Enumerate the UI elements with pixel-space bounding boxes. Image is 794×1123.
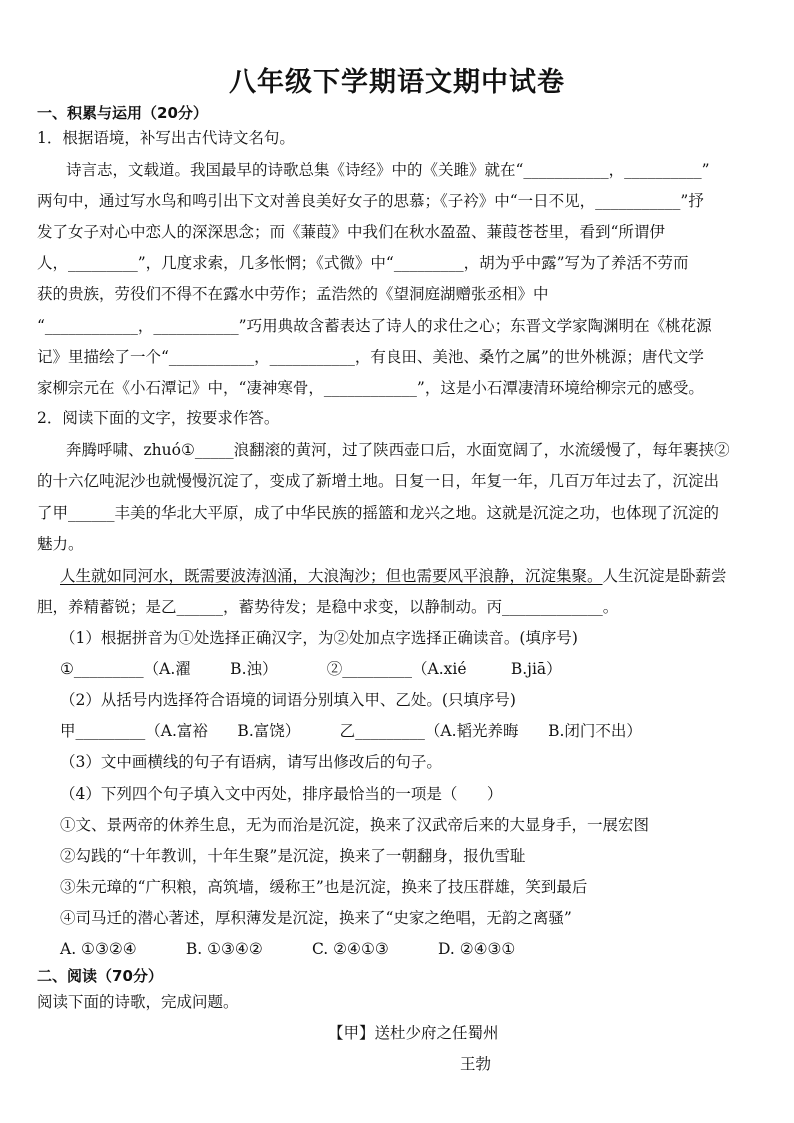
q1-paragraph-line: 诗言志，文载道。我国最早的诗歌总集《诗经》中的《关雎》就在“___________，__________” bbox=[66, 161, 710, 179]
q1-paragraph-line: “____________，___________”巧用典故含蓄表达了诗人的求仕之心；东晋文学家陶渊明在《桃花源 bbox=[37, 317, 712, 335]
q1-paragraph-line: 获的贵族，劳役们不得不在露水中劳作；孟浩然的《望洞庭湖赠张丞相》中 bbox=[37, 285, 549, 303]
question-2-stem: 2．阅读下面的文字，按要求作答。 bbox=[37, 409, 280, 427]
q2-paragraph-line: 的十六亿吨泥沙也就慢慢沉淀了，变成了新增土地。日复一日，年复一年，几百万年过去了，沉淀出 bbox=[37, 472, 720, 490]
sentence-item: ①文、景两帝的休养生息，无为而治是沉淀，换来了汉武帝后来的大显身手，一展宏图 bbox=[60, 816, 650, 834]
q1-paragraph-line: 人，_________”，几度求索，几多怅惘；《式微》中“_________，胡为乎中露”写为了养活不劳而 bbox=[37, 254, 689, 272]
subquestion-2-options: 甲_________（A.富裕 B.富饶） 乙_________（A.韬光养晦 B.闭门不出） bbox=[60, 722, 642, 740]
section-heading-reading: 二、阅读（70分） bbox=[37, 967, 163, 985]
q1-paragraph-line: 发了女子对心中恋人的深深思念；而《蒹葭》中我们在秋水盈盈、蒹葭苍苍里，看到“所谓伊 bbox=[37, 223, 665, 241]
poem-title: 【甲】送杜少府之任蜀州 bbox=[328, 1024, 499, 1042]
poem-author: 王勃 bbox=[460, 1055, 492, 1073]
sentence-item: ④司马迁的潜心著述，厚积薄发是沉淀，换来了“史家之绝唱，无韵之离骚” bbox=[60, 909, 572, 927]
paragraph-text: 人生沉淀是卧薪尝 bbox=[602, 567, 727, 585]
subquestion-1-options: ①_________（A.濯 B.浊） ②_________（A.xié B.jiā） bbox=[60, 660, 562, 678]
subquestion-1: （1）根据拼音为①处选择正确汉字，为②处加点字选择正确读音。(填序号) bbox=[60, 629, 578, 647]
subquestion-2: （2）从括号内选择符合语境的词语分别填入甲、乙处。(只填序号) bbox=[60, 691, 516, 709]
q1-paragraph-line: 家柳宗元在《小石潭记》中，“凄神寒骨，____________”，这是小石潭凄清环境给柳宗元的感受。 bbox=[37, 379, 704, 397]
sentence-item: ③朱元璋的“广积粮，高筑墙，缓称王”也是沉淀，换来了技压群雄，笑到最后 bbox=[60, 878, 588, 896]
q2-paragraph-line: 魅力。 bbox=[37, 535, 84, 553]
reading-instruction: 阅读下面的诗歌，完成问题。 bbox=[37, 993, 239, 1011]
q1-paragraph-line: 记》里描绘了一个“___________，___________，有良田、美池、桑竹之属”的世外桃源；唐代文学 bbox=[37, 348, 704, 366]
section-heading-accumulation: 一、积累与运用（20分） bbox=[37, 104, 208, 122]
q2-paragraph-line: 胆，养精蓄锐；是乙______，蓄势待发；是稳中求变，以静制动。丙_____________。 bbox=[37, 598, 619, 616]
page-title: 八年级下学期语文期中试卷 bbox=[229, 67, 565, 98]
subquestion-4: （4）下列四个句子填入文中丙处，排序最恰当的一项是（ ） bbox=[60, 785, 503, 803]
q2-paragraph-line bbox=[60, 566, 727, 586]
q1-paragraph-line: 两句中，通过写水鸟和鸣引出下文对善良美好女子的思慕；《子衿》中“一日不见，___________”抒 bbox=[37, 192, 704, 210]
answer-choices: A. ①③②④ B. ①③④② C. ②④①③ D. ②④③① bbox=[60, 940, 516, 958]
question-1-stem: 1．根据语境，补写出古代诗文名句。 bbox=[37, 129, 295, 147]
sentence-item: ②勾践的“十年教训，十年生聚”是沉淀，换来了一朝翻身，报仇雪耻 bbox=[60, 847, 526, 865]
underlined-sentence: 人生就如同河水，既需要波涛汹涌，大浪淘沙；但也需要风平浪静，沉淀集聚。 bbox=[60, 567, 603, 585]
subquestion-3: （3）文中画横线的句子有语病，请写出修改后的句子。 bbox=[60, 753, 442, 771]
q2-paragraph-line: 奔腾呼啸、zhuó①_____浪翻滚的黄河，过了陕西壶口后，水面宽阔了，水流缓慢了，每年裹挟② bbox=[66, 441, 730, 459]
q2-paragraph-line: 了甲______丰美的华北大平原，成了中华民族的摇篮和龙兴之地。这就是沉淀之功，也体现了沉淀的 bbox=[37, 504, 720, 522]
